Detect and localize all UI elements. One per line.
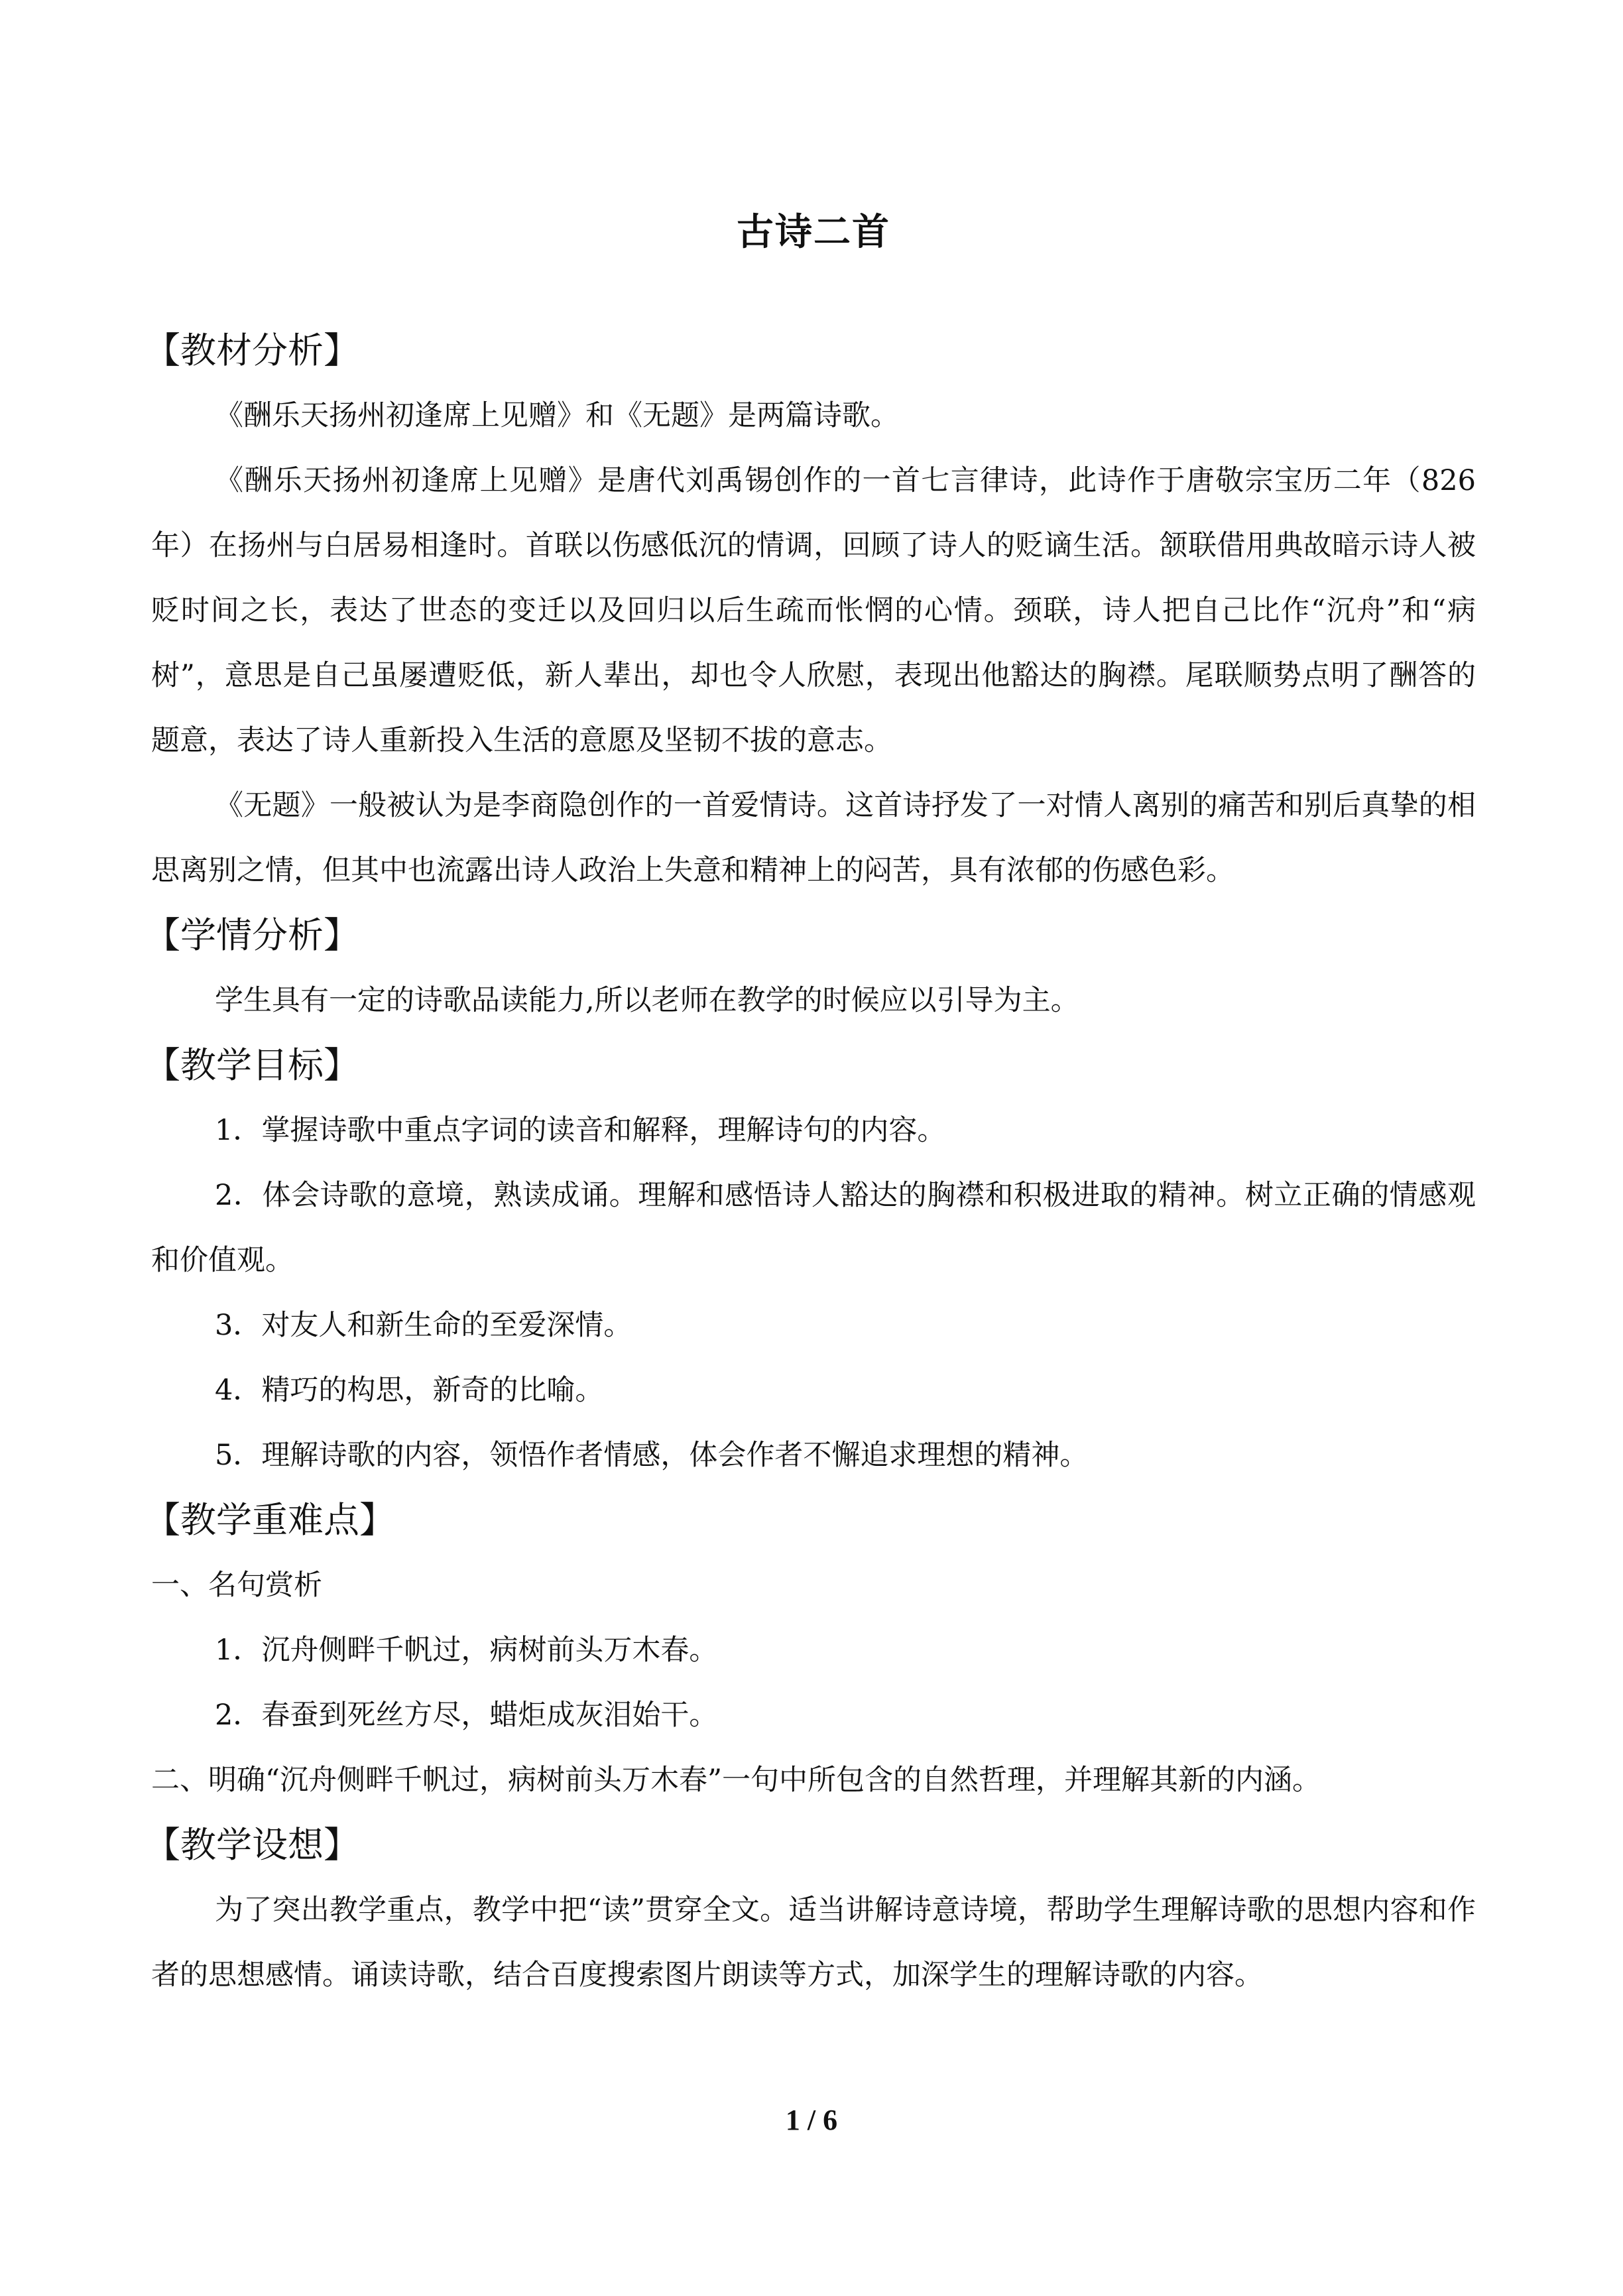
section-heading: 【教学设想】 [145,1824,359,1866]
paragraph: 《酬乐天扬州初逢席上见赠》是唐代刘禹锡创作的一首七言律诗，此诗作于唐敬宗宝历二年（826年）在扬州与白居易相逢时。首联以伤感低沉的情调，回顾了诗人的贬谪生活。颔联借用典故暗示诗人被贬时间之长，表达了世态的变迁以及回归以后生疏而怅惘的心情。颈联，诗人把自己比作“沉舟”和“病树”，意思是自己虽屡遭贬低，新人辈出，却也令人欣慰，表现出他豁达的胸襟。尾联顺势点明了酬答的题意，表达了诗人重新投入生活的意愿及坚韧不拔的意志。 [151,464,1476,757]
subheading: 一、名句赏析 [151,1569,322,1602]
section-heading: 【教学重难点】 [145,1499,395,1541]
document-title: 古诗二首 [737,210,890,254]
section-student-analysis [145,903,1476,1033]
document-body [145,199,1476,2008]
list-item: 1．沉舟侧畔千帆过，病树前头万木春。 [215,1634,718,1667]
list-item: 4．精巧的构思，新奇的比喻。 [215,1374,604,1407]
paragraph: 《无题》一般被认为是李商隐创作的一首爱情诗。这首诗抒发了一对情人离别的痛苦和别后真挚的相思离别之情，但其中也流露出诗人政治上失意和精神上的闷苦，具有浓郁的伤感色彩。 [151,789,1476,887]
section-key-points [145,1488,1476,1813]
paragraph: 《酬乐天扬州初逢席上见赠》和《无题》是两篇诗歌。 [215,399,899,432]
section-teaching-goals [145,1033,1476,1488]
subheading: 二、明确“沉舟侧畔千帆过，病树前头万木春”一句中所包含的自然哲理，并理解其新的内涵。 [151,1764,1321,1797]
paragraph: 为了突出教学重点，教学中把“读”贯穿全文。适当讲解诗意诗境，帮助学生理解诗歌的思想内容和作者的思想感情。诵读诗歌，结合百度搜索图片朗读等方式，加深学生的理解诗歌的内容。 [151,1894,1476,1992]
list-item: 3．对友人和新生命的至爱深情。 [215,1309,632,1342]
section-teaching-idea [145,1813,1476,2008]
page-number: 1 / 6 [785,2104,838,2136]
section-heading: 【教学目标】 [145,1044,359,1086]
section-heading: 【学情分析】 [145,914,359,956]
section-textbook-analysis [145,318,1476,903]
list-item: 2．体会诗歌的意境，熟读成诵。理解和感悟诗人豁达的胸襟和积极进取的精神。树立正确的情感观和价值观。 [151,1179,1476,1277]
list-item: 2．春蚕到死丝方尽，蜡炬成灰泪始干。 [215,1699,718,1732]
section-heading: 【教材分析】 [145,330,359,371]
paragraph: 学生具有一定的诗歌品读能力,所以老师在教学的时候应以引导为主。 [215,984,1079,1017]
list-item: 5．理解诗歌的内容，领悟作者情感，体会作者不懈追求理想的精神。 [215,1439,1089,1472]
list-item: 1．掌握诗歌中重点字词的读音和解释，理解诗句的内容。 [215,1114,946,1147]
